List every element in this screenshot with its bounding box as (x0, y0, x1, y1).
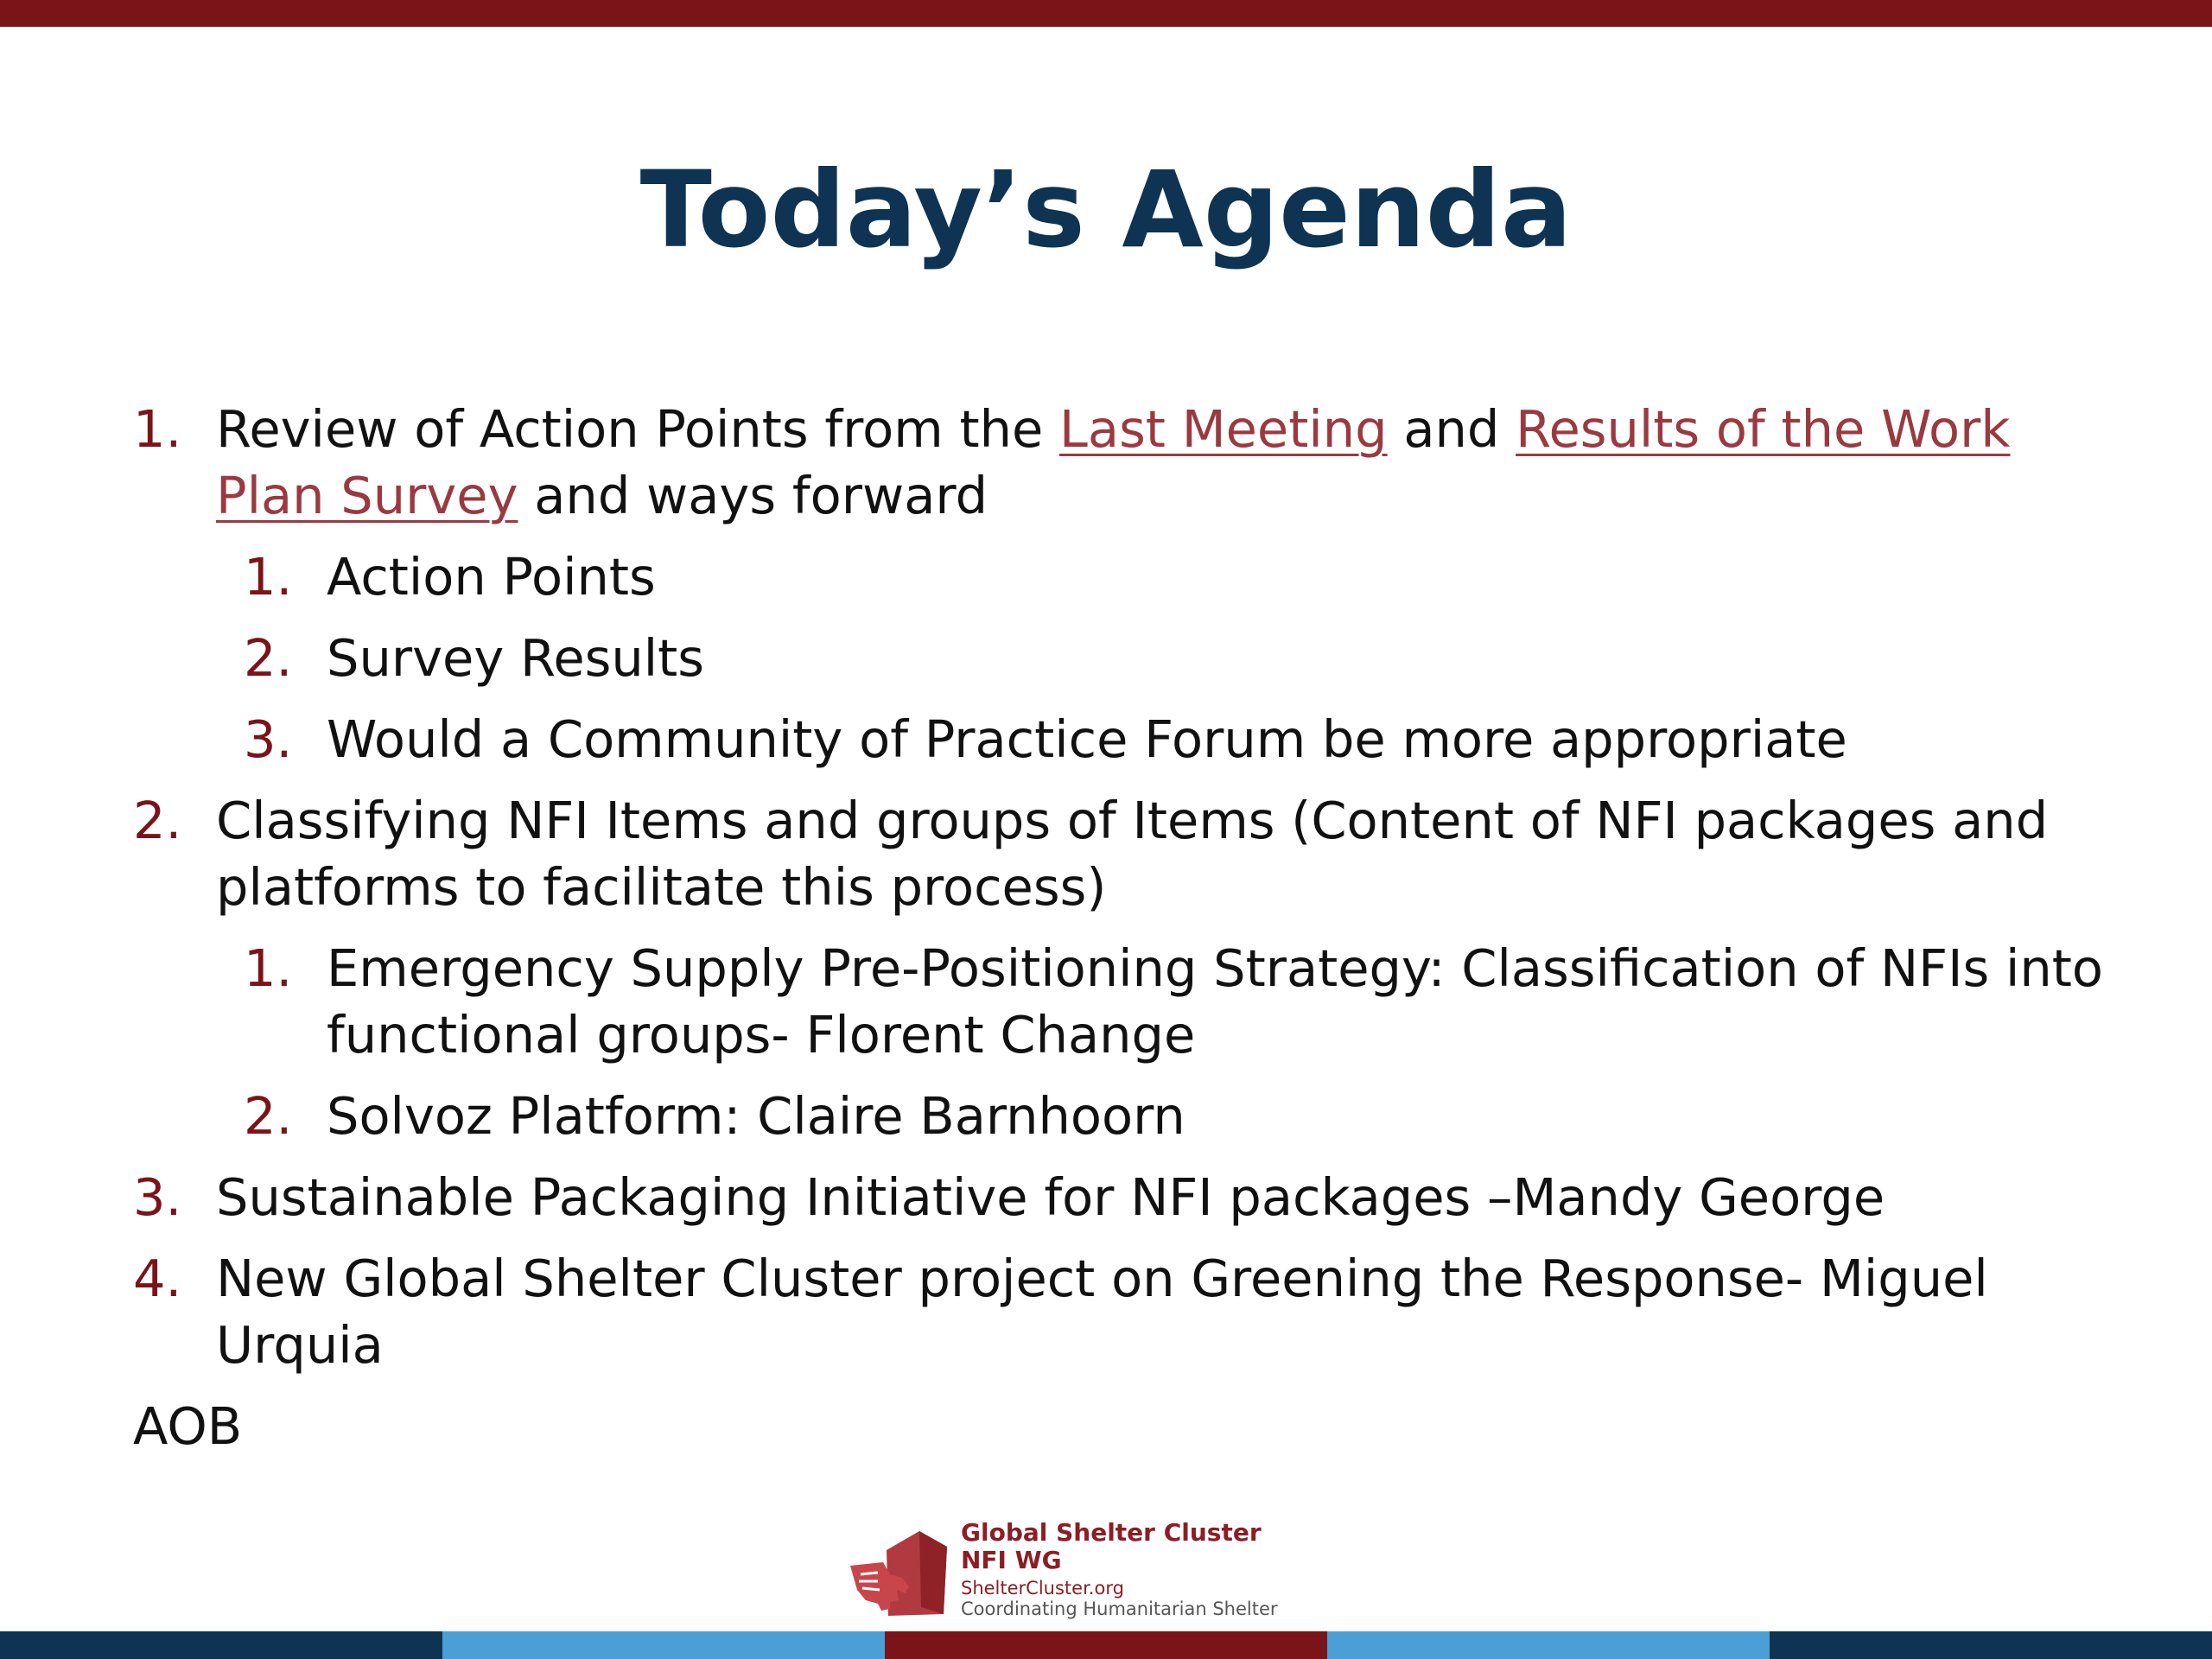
sub-item-number: 2. (244, 1086, 293, 1146)
last-meeting-link[interactable]: Last Meeting (1059, 399, 1388, 459)
sub-item-solvoz: Solvoz Platform: Claire Barnhoorn (327, 1086, 1185, 1146)
bottom-bar-segment (0, 1631, 442, 1659)
agenda-item-2-line-1: Classifying NFI Items and groups of Items (Content of NFI packages and (216, 791, 2049, 850)
bottom-bar-segment (1327, 1631, 1770, 1659)
logo-website: ShelterCluster.org (961, 1578, 1124, 1599)
sub-item-survey-results: Survey Results (327, 628, 705, 688)
item-number: 3. (133, 1167, 182, 1227)
sub-item-number: 2. (244, 628, 293, 688)
shelter-cluster-logo (849, 1517, 1298, 1624)
logo-title: Global Shelter Cluster (961, 1518, 1262, 1547)
agenda-item-4-line-2: Urquia (216, 1315, 384, 1375)
item-number: 2. (133, 791, 182, 850)
sub-item-pre-positioning-line-1: Emergency Supply Pre-Positioning Strategy: Classification of NFIs into (327, 938, 2104, 998)
sub-item-action-points: Action Points (327, 547, 656, 607)
survey-results-link[interactable]: Results of the Work (1516, 399, 2011, 459)
agenda-item-1-line-2: Plan Survey and ways forward (216, 466, 988, 525)
agenda-item-1-line-1: Review of Action Points from the Last Meeting and Results of the Work (216, 399, 2011, 459)
hands-shelter-icon (849, 1524, 952, 1619)
bottom-bar-segment (1770, 1631, 2212, 1659)
agenda-aob: AOB (133, 1396, 243, 1456)
bottom-accent-bar (0, 1631, 2212, 1659)
sub-item-number: 1. (244, 547, 293, 607)
agenda-item-4-line-1: New Global Shelter Cluster project on Greening the Response- Miguel (216, 1249, 1988, 1308)
sub-item-number: 3. (244, 709, 293, 769)
logo-subtitle: NFI WG (961, 1546, 1062, 1574)
bottom-bar-segment (885, 1631, 1327, 1659)
agenda-item-2-line-2: platforms to facilitate this process) (216, 857, 1107, 917)
slide-title: Today’s Agenda (639, 149, 1573, 271)
logo-tagline: Coordinating Humanitarian Shelter (961, 1599, 1278, 1619)
item-number: 4. (133, 1249, 182, 1308)
survey-results-link-continued[interactable]: Plan Survey (216, 466, 518, 525)
sub-item-community-forum: Would a Community of Practice Forum be more appropriate (327, 709, 1847, 769)
sub-item-number: 1. (244, 938, 293, 998)
bottom-bar-segment (442, 1631, 885, 1659)
agenda-item-3: Sustainable Packaging Initiative for NFI packages –Mandy George (216, 1167, 1885, 1227)
sub-item-pre-positioning-line-2: functional groups- Florent Change (327, 1005, 1196, 1065)
item-number: 1. (133, 399, 182, 459)
